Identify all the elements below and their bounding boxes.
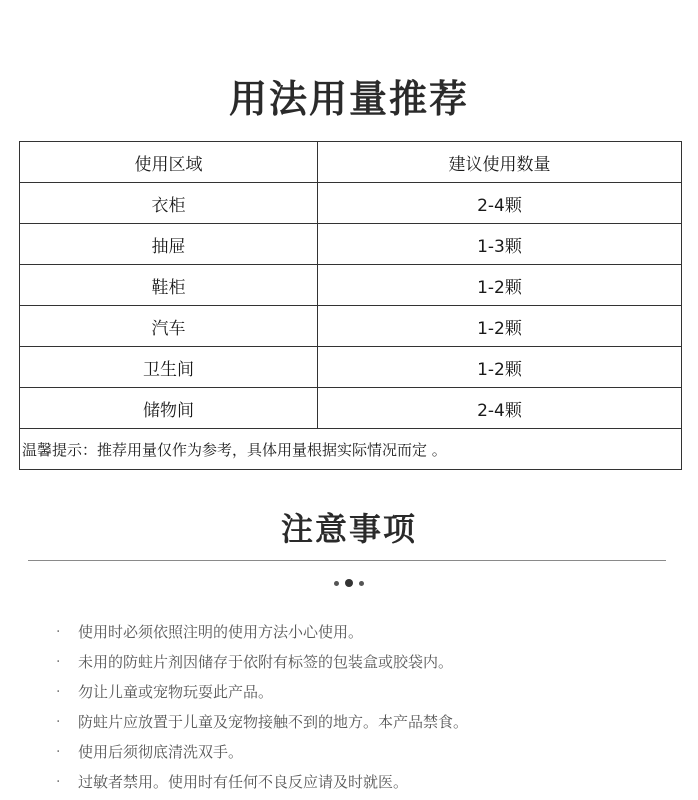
cell-area: 抽屉 xyxy=(20,224,318,265)
table-tip-row xyxy=(20,429,682,470)
cell-quantity: 1-2颗 xyxy=(318,347,682,388)
table-row xyxy=(20,347,682,388)
note-text: 使用后须彻底清洗双手。 xyxy=(78,743,244,761)
list-item xyxy=(56,737,676,767)
usage-tip: 温馨提示：推荐用量仅作为参考，具体用量根据实际情况而定 。 xyxy=(20,429,682,470)
dot-icon xyxy=(345,579,353,587)
page-title: 用法用量推荐 xyxy=(228,77,469,121)
column-header-area: 使用区域 xyxy=(20,142,318,183)
list-item xyxy=(56,647,676,677)
dot-icon xyxy=(334,581,339,586)
dot-icon xyxy=(359,581,364,586)
cell-quantity: 1-3颗 xyxy=(318,224,682,265)
column-header-quantity: 建议使用数量 xyxy=(318,142,682,183)
cell-area: 卫生间 xyxy=(20,347,318,388)
table-row xyxy=(20,306,682,347)
cell-quantity: 1-2颗 xyxy=(318,306,682,347)
bullet-icon: · xyxy=(56,654,61,670)
notes-list xyxy=(56,617,676,797)
list-item xyxy=(56,677,676,707)
bullet-icon: · xyxy=(56,714,61,730)
section-divider xyxy=(28,560,666,561)
list-item xyxy=(56,617,676,647)
list-item xyxy=(56,707,676,737)
cell-quantity: 2-4颗 xyxy=(318,388,682,429)
note-text: 勿让儿童或宠物玩耍此产品。 xyxy=(78,683,274,701)
note-text: 过敏者禁用。使用时有任何不良反应请及时就医。 xyxy=(78,773,409,791)
table-row xyxy=(20,388,682,429)
table-row xyxy=(20,265,682,306)
cell-area: 汽车 xyxy=(20,306,318,347)
table-row xyxy=(20,183,682,224)
table-row xyxy=(20,224,682,265)
bullet-icon: · xyxy=(56,744,61,760)
bullet-icon: · xyxy=(56,774,61,790)
list-item xyxy=(56,767,676,797)
note-text: 未用的防蛀片剂因储存于依附有标签的包装盒或胶袋内。 xyxy=(78,653,454,671)
cell-area: 衣柜 xyxy=(20,183,318,224)
note-text: 使用时必须依照注明的使用方法小心使用。 xyxy=(78,623,364,641)
table-header-row xyxy=(20,142,682,183)
cell-area: 储物间 xyxy=(20,388,318,429)
bullet-icon: · xyxy=(56,684,61,700)
cell-quantity: 1-2颗 xyxy=(318,265,682,306)
decorative-dots xyxy=(0,578,698,588)
notes-title: 注意事项 xyxy=(280,510,417,548)
usage-table xyxy=(19,141,682,470)
cell-quantity: 2-4颗 xyxy=(318,183,682,224)
bullet-icon: · xyxy=(56,624,61,640)
note-text: 防蛀片应放置于儿童及宠物接触不到的地方。本产品禁食。 xyxy=(78,713,469,731)
cell-area: 鞋柜 xyxy=(20,265,318,306)
